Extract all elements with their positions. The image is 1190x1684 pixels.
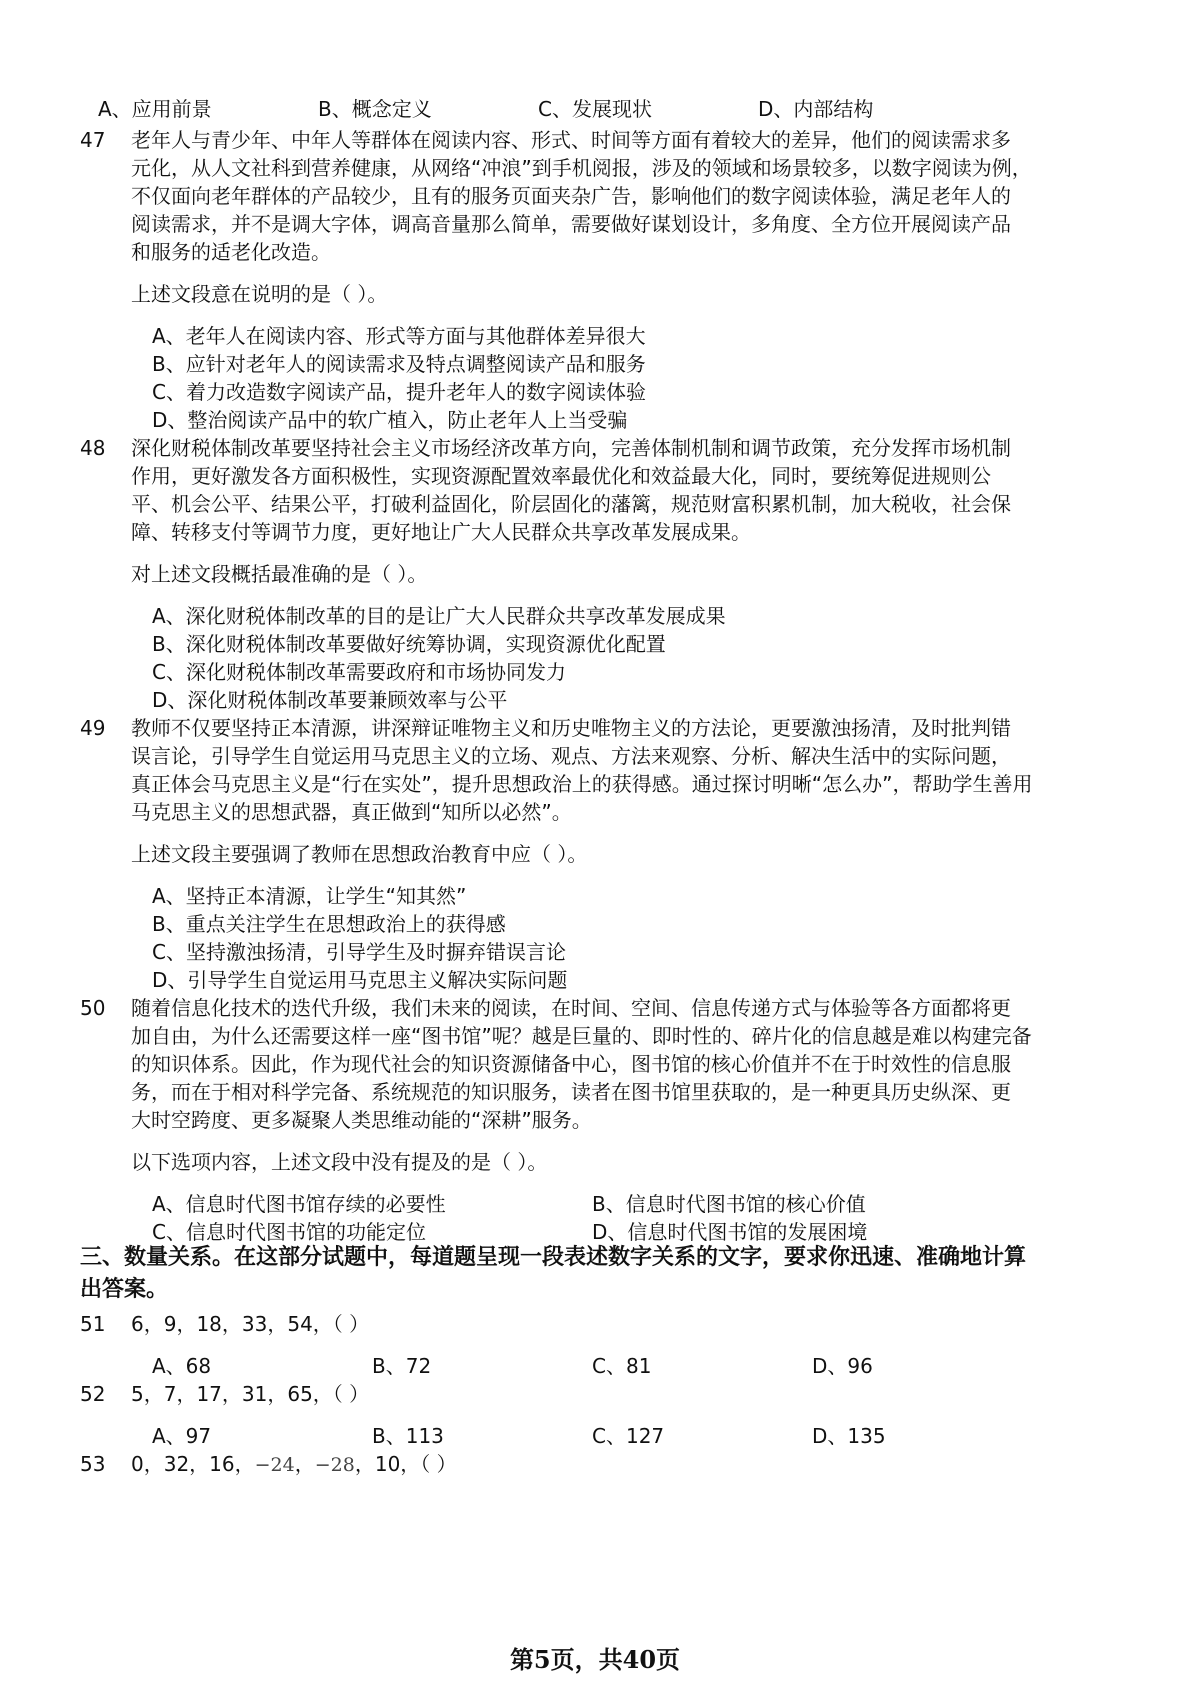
q47-option-d[interactable]: D、整治阅读产品中的软广植入，防止老年人上当受骗 [152,408,628,432]
q48-passage-line: 深化财税体制改革要坚持社会主义市场经济改革方向，完善体制机制和调节政策，充分发挥市场机制 [131,436,1011,460]
question-number: 48 [80,436,106,460]
q47-option-a[interactable]: A、老年人在阅读内容、形式等方面与其他群体差异很大 [152,324,646,348]
q46-option-c[interactable]: C、发展现状 [538,97,652,121]
q46-option-a[interactable]: A、应用前景 [98,97,212,121]
page-footer: 第5页，共40页 [509,1645,681,1674]
question-number: 52 [80,1382,106,1406]
q50-option-b[interactable]: B、信息时代图书馆的核心价值 [592,1192,866,1216]
q52-sequence: 5，7，17，31，65，（ ） [131,1382,370,1406]
q53-negative-value: −28 [314,1454,355,1476]
q49-option-c[interactable]: C、坚持激浊扬清，引导学生及时摒弃错误言论 [152,940,566,964]
q49-passage-line: 误言论，引导学生自觉运用马克思主义的立场、观点、方法来观察、分析、解决生活中的实际问题， [131,744,1011,768]
q53-separator: ， [294,1452,315,1476]
q48-passage-line: 平、机会公平、结果公平，打破利益固化，阶层固化的藩篱，规范财富积累机制，加大税收，社会保 [131,492,1011,516]
q49-passage-line: 马克思主义的思想武器，真正做到“知所以必然”。 [131,800,572,824]
q52-option-c[interactable]: C、127 [592,1424,665,1448]
q50-option-c[interactable]: C、信息时代图书馆的功能定位 [152,1220,426,1244]
q48-option-c[interactable]: C、深化财税体制改革需要政府和市场协同发力 [152,660,566,684]
q50-question: 以下选项内容，上述文段中没有提及的是（ ）。 [131,1150,548,1174]
q47-question: 上述文段意在说明的是（ ）。 [131,282,388,306]
q49-option-d[interactable]: D、引导学生自觉运用马克思主义解决实际问题 [152,968,568,992]
q49-option-b[interactable]: B、重点关注学生在思想政治上的获得感 [152,912,506,936]
q51-option-b[interactable]: B、72 [372,1354,432,1378]
q47-option-b[interactable]: B、应针对老年人的阅读需求及特点调整阅读产品和服务 [152,352,646,376]
q53-sequence [131,1451,457,1478]
q49-question: 上述文段主要强调了教师在思想政治教育中应（ ）。 [131,842,588,866]
q51-option-d[interactable]: D、96 [812,1354,873,1378]
q52-option-b[interactable]: B、113 [372,1424,444,1448]
question-number: 51 [80,1312,106,1336]
q49-option-a[interactable]: A、坚持正本清源，让学生“知其然” [152,884,467,908]
q51-option-c[interactable]: C、81 [592,1354,652,1378]
section-heading: 三、数量关系。在这部分试题中，每道题呈现一段表述数字关系的文字，要求你迅速、准确地计算 [80,1245,1027,1270]
q48-passage-line: 障、转移支付等调节力度，更好地让广大人民群众共享改革发展成果。 [131,520,751,544]
q52-option-d[interactable]: D、135 [812,1424,886,1448]
q47-passage-line: 和服务的适老化改造。 [131,240,331,264]
q51-option-a[interactable]: A、68 [152,1354,212,1378]
q46-option-b[interactable]: B、概念定义 [318,97,432,121]
q53-seq-end: ，10，（ ） [354,1452,457,1476]
q50-passage-line: 大时空跨度、更多凝聚人类思维动能的“深耕”服务。 [131,1108,592,1132]
q48-option-a[interactable]: A、深化财税体制改革的目的是让广大人民群众共享改革发展成果 [152,604,726,628]
q47-option-c[interactable]: C、着力改造数字阅读产品，提升老年人的数字阅读体验 [152,380,646,404]
q48-passage-line: 作用，更好激发各方面积极性，实现资源配置效率最优化和效益最大化，同时，要统筹促进规则公 [131,464,991,488]
q53-negative-value: −24 [254,1454,295,1476]
q48-option-d[interactable]: D、深化财税体制改革要兼顾效率与公平 [152,688,508,712]
question-number: 53 [80,1452,106,1476]
question-number: 49 [80,716,106,740]
q47-passage-line: 老年人与青少年、中年人等群体在阅读内容、形式、时间等方面有着较大的差异，他们的阅读需求多 [131,128,1011,152]
q47-passage-line: 不仅面向老年群体的产品较少，且有的服务页面夹杂广告，影响他们的数字阅读体验，满足老年人的 [131,184,1011,208]
q50-passage-line: 的知识体系。因此，作为现代社会的知识资源储备中心，图书馆的核心价值并不在于时效性的信息服 [131,1052,1011,1076]
q53-seq-start: 0，32，16， [131,1452,255,1476]
q52-option-a[interactable]: A、97 [152,1424,212,1448]
q48-question: 对上述文段概括最准确的是（ ）。 [131,562,428,586]
q50-option-a[interactable]: A、信息时代图书馆存续的必要性 [152,1192,446,1216]
question-number: 47 [80,128,106,152]
q50-option-d[interactable]: D、信息时代图书馆的发展困境 [592,1220,868,1244]
section-heading-continued: 出答案。 [80,1277,169,1302]
q46-option-d[interactable]: D、内部结构 [758,97,874,121]
q50-passage-line: 加自由，为什么还需要这样一座“图书馆”呢？越是巨量的、即时性的、碎片化的信息越是难以构建完备 [131,1024,1032,1048]
q49-passage-line: 教师不仅要坚持正本清源，讲深辩证唯物主义和历史唯物主义的方法论，更要激浊扬清，及时批判错 [131,716,1011,740]
q49-passage-line: 真正体会马克思主义是“行在实处”，提升思想政治上的获得感。通过探讨明晰“怎么办”，帮助学生善用 [131,772,1033,796]
q51-sequence: 6，9，18，33，54，（ ） [131,1312,370,1336]
q50-passage-line: 随着信息化技术的迭代升级，我们未来的阅读，在时间、空间、信息传递方式与体验等各方面都将更 [131,996,1011,1020]
q47-passage-line: 元化，从人文社科到营养健康，从网络“冲浪”到手机阅报，涉及的领域和场景较多，以数字阅读为例， [131,156,1032,180]
q48-option-b[interactable]: B、深化财税体制改革要做好统筹协调，实现资源优化配置 [152,632,666,656]
q50-passage-line: 务，而在于相对科学完备、系统规范的知识服务，读者在图书馆里获取的，是一种更具历史纵深、更 [131,1080,1011,1104]
question-number: 50 [80,996,106,1020]
q47-passage-line: 阅读需求，并不是调大字体，调高音量那么简单，需要做好谋划设计，多角度、全方位开展阅读产品 [131,212,1011,236]
